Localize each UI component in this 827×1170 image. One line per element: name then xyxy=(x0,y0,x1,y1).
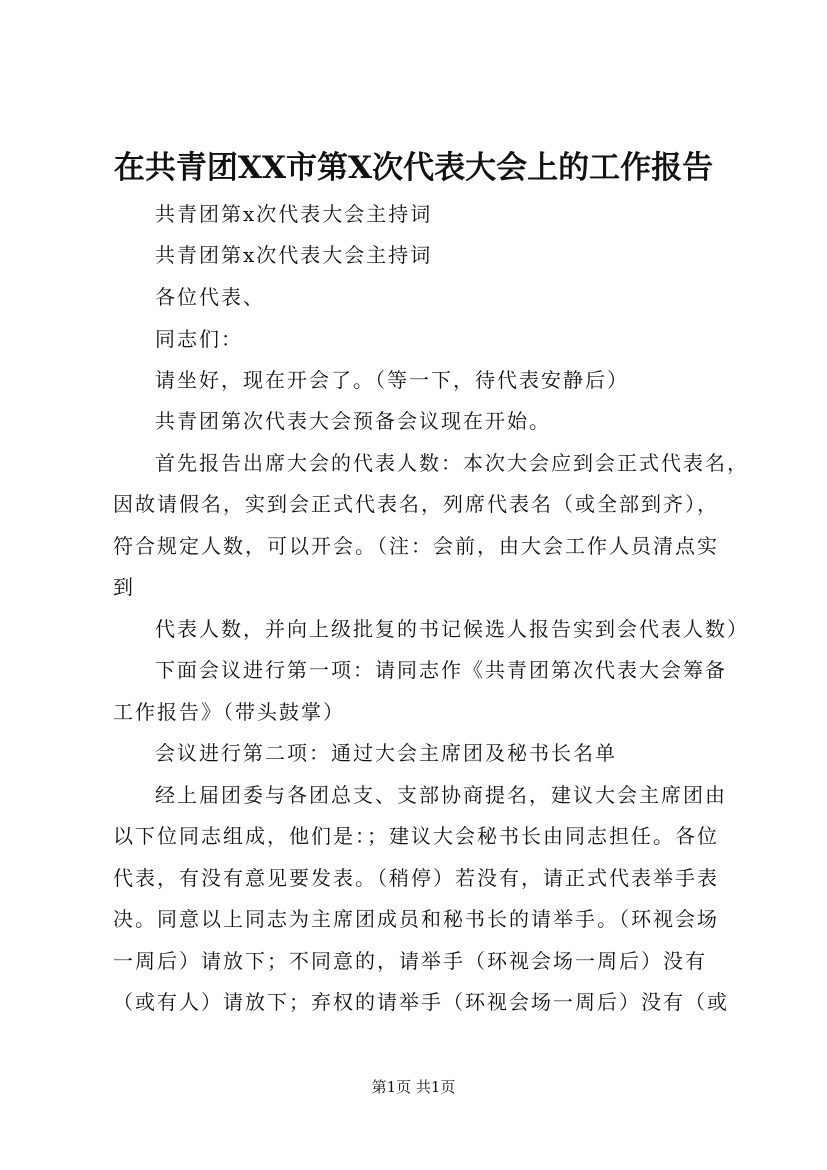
body-line-20: （或有人）请放下；弃权的请举手（环视会场一周后）没有（或 xyxy=(113,990,729,1014)
body-line-1: 共青团第x次代表大会主持词 xyxy=(155,202,433,226)
body-line-13: 工作报告》（带头鼓掌） xyxy=(113,700,345,724)
body-line-7: 首先报告出席大会的代表人数：本次大会应到会正式代表名， xyxy=(155,451,749,475)
body-line-2: 共青团第x次代表大会主持词 xyxy=(155,243,433,267)
body-line-6: 共青团第次代表大会预备会议现在开始。 xyxy=(155,409,551,433)
document-title: 在共青团XX市第X次代表大会上的工作报告 xyxy=(113,150,714,186)
body-line-9: 符合规定人数，可以开会。（注：会前，由大会工作人员清点实 xyxy=(113,534,719,558)
body-line-3: 各位代表、 xyxy=(155,285,265,309)
body-line-15: 经上届团委与各团总支、支部协商提名，建议大会主席团由 xyxy=(155,783,727,807)
body-line-10: 到 xyxy=(113,575,135,599)
body-line-5: 请坐好，现在开会了。（等一下，待代表安静后） xyxy=(155,368,629,392)
body-line-16: 以下位同志组成，他们是：；建议大会秘书长由同志担任。各位 xyxy=(113,824,719,848)
body-line-12: 下面会议进行第一项：请同志作《共青团第次代表大会筹备 xyxy=(155,658,727,682)
body-line-4: 同志们： xyxy=(155,327,243,351)
body-line-8: 因故请假名，实到会正式代表名，列席代表名（或全部到齐）， xyxy=(113,492,719,516)
body-line-11: 代表人数，并向上级批复的书记候选人报告实到会代表人数） xyxy=(155,617,749,641)
body-line-19: 一周后）请放下；不同意的，请举手（环视会场一周后）没有 xyxy=(113,949,707,973)
body-line-18: 决。同意以上同志为主席团成员和秘书长的请举手。（环视会场 xyxy=(113,907,719,931)
body-line-14: 会议进行第二项：通过大会主席团及秘书长名单 xyxy=(155,741,617,765)
body-line-17: 代表，有没有意见要发表。（稍停）若没有，请正式代表举手表 xyxy=(113,866,719,890)
page-footer: 第1页 共1页 xyxy=(371,1078,456,1096)
